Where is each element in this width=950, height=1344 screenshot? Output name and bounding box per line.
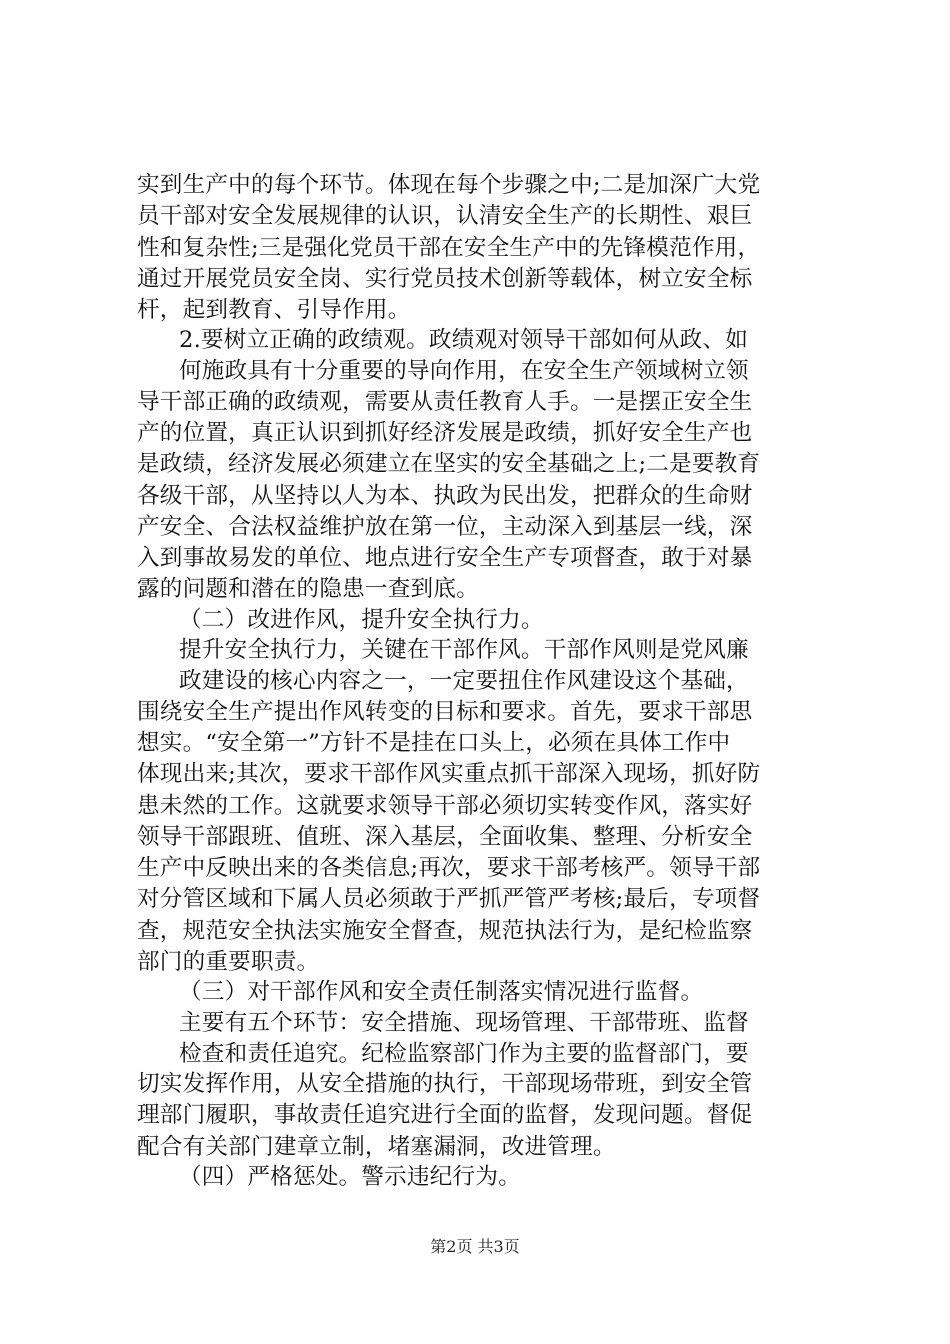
text-line: 员干部对安全发展规律的认识，认清安全生产的长期性、艰巨	[137, 203, 753, 229]
text-line: 想实。“安全第一”方针不是挂在口头上，必须在具体工作中	[137, 730, 731, 756]
section-heading: 2.要树立正确的政绩观。政绩观对领导干部如何从政、如	[179, 327, 749, 353]
text-line: 提升安全执行力，关键在干部作风。干部作风则是党风廉	[179, 637, 749, 663]
text-line: 查，规范安全执法实施安全督查，规范执法行为，是纪检监察	[137, 918, 753, 944]
text-line: 露的问题和潜在的隐患一查到底。	[137, 576, 479, 602]
text-line: 何施政具有十分重要的导向作用，在安全生产领域树立领	[179, 358, 749, 384]
text-line: 是政绩，经济发展必须建立在坚实的安全基础之上;二是要教育	[137, 451, 761, 477]
text-line: 产的位置，真正认识到抓好经济发展是政绩，抓好安全生产也	[137, 420, 753, 446]
text-line: 患未然的工作。这就要求领导干部必须切实转变作风，落实好	[137, 793, 753, 819]
page-footer: 第2页 共3页	[430, 1237, 520, 1256]
section-heading: （三）对干部作风和安全责任制落实情况进行监督。	[179, 979, 704, 1005]
text-line: 各级干部，从坚持以人为本、执政为民出发，把群众的生命财	[137, 483, 753, 509]
text-line: 检查和责任追究。纪检监察部门作为主要的监督部门，要	[179, 1041, 749, 1067]
text-line: 生产中反映出来的各类信息;再次，要求干部考核严。领导干部	[137, 855, 761, 881]
text-line: 性和复杂性;三是强化党员干部在安全生产中的先锋模范作用，	[137, 235, 761, 261]
text-line: 体现出来;其次，要求干部作风实重点抓干部深入现场，抓好防	[137, 761, 761, 787]
text-line: 杆，起到教育、引导作用。	[137, 297, 411, 323]
text-line: 部门的重要职责。	[137, 949, 320, 975]
text-line: 对分管区域和下属人员必须敢于严抓严管严考核;最后，专项督	[137, 886, 761, 912]
section-heading: （二）改进作风，提升安全执行力。	[179, 607, 544, 633]
section-heading: （四）严格惩处。警示违纪行为。	[179, 1164, 521, 1190]
text-line: 入到事故易发的单位、地点进行安全生产专项督查，敢于对暴	[137, 545, 753, 571]
text-line: 领导干部跟班、值班、深入基层，全面收集、整理、分析安全	[137, 824, 753, 850]
text-line: 围绕安全生产提出作风转变的目标和要求。首先，要求干部思	[137, 699, 753, 725]
text-line: 政建设的核心内容之一，一定要扭住作风建设这个基础，	[179, 668, 749, 694]
text-line: 配合有关部门建章立制，堵塞漏洞，改进管理。	[137, 1134, 616, 1160]
text-line: 理部门履职，事故责任追究进行全面的监督，发现问题。督促	[137, 1102, 753, 1128]
text-line: 产安全、合法权益维护放在第一位，主动深入到基层一线，深	[137, 514, 753, 540]
text-line: 实到生产中的每个环节。体现在每个步骤之中;二是加深广大党	[137, 172, 761, 198]
text-line: 导干部正确的政绩观，需要从责任教育人手。一是摆正安全生	[137, 389, 753, 415]
text-line: 通过开展党员安全岗、实行党员技术创新等载体，树立安全标	[137, 266, 753, 292]
text-line: 切实发挥作用，从安全措施的执行，干部现场带班，到安全管	[137, 1071, 753, 1097]
text-line: 主要有五个环节：安全措施、现场管理、干部带班、监督	[179, 1010, 749, 1036]
